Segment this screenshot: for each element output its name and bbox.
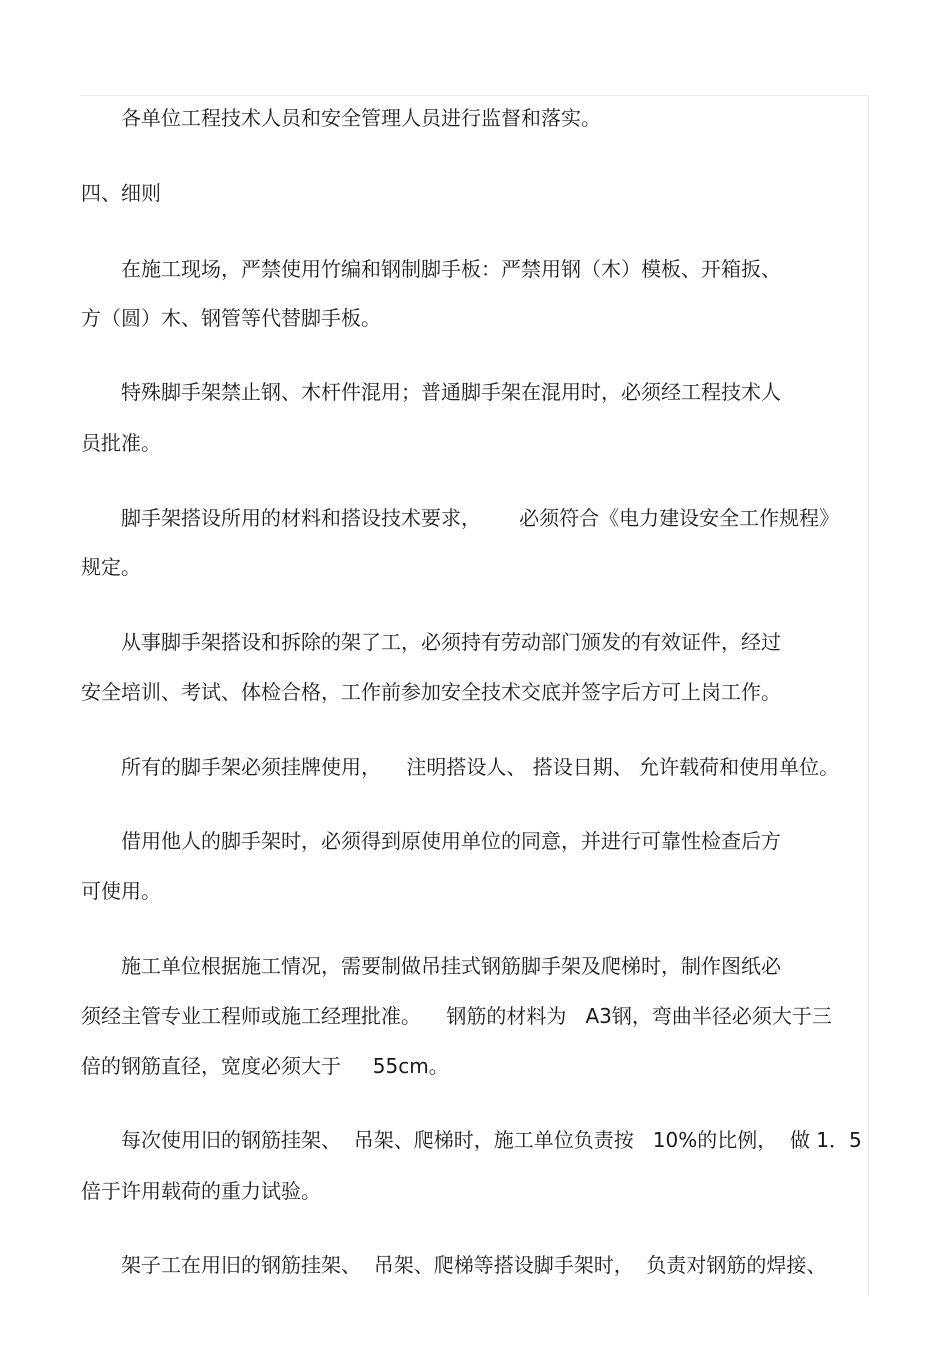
paragraph-line: 每次使用旧的钢筋挂架、 吊架、爬梯时，施工单位负责按 10%的比例， 做 1．5 [121,1128,862,1152]
paragraph-line: 施工单位根据施工情况，需要制做吊挂式钢筋脚手架及爬梯时，制作图纸必 [121,954,781,978]
paragraph-line: 借用他人的脚手架时，必须得到原使用单位的同意，并进行可靠性检查后方 [121,829,781,853]
paragraph-line: 须经主管专业工程师或施工经理批准。 钢筋的材料为 A3钢，弯曲半径必须大于三 [81,1004,832,1028]
paragraph-line: 从事脚手架搭设和拆除的架了工，必须持有劳动部门颁发的有效证件，经过 [121,630,781,654]
paragraph-line: 员批准。 [81,431,161,455]
paragraph-line: 架子工在用旧的钢筋挂架、 吊架、爬梯等搭设脚手架时， 负责对钢筋的焊接、 [121,1253,827,1277]
paragraph-line: 在施工现场，严禁使用竹编和钢制脚手板：严禁用钢（木）模板、开箱扳、 [121,257,781,281]
paragraph-line: 倍于许用载荷的重力试验。 [81,1179,321,1203]
paragraph-line: 方（圆）木、钢管等代替脚手板。 [81,306,381,330]
paragraph-line: 所有的脚手架必须挂牌使用， 注明搭设人、 搭设日期、 允许载荷和使用单位。 [121,755,840,779]
paragraph-line: 倍的钢筋直径，宽度必须大于 55cm。 [81,1054,449,1078]
section-heading: 四、细则 [81,181,161,205]
paragraph-line: 各单位工程技术人员和安全管理人员进行监督和落实。 [121,106,601,130]
paragraph-line: 安全培训、考试、体检合格，工作前参加安全技术交底并签字后方可上岗工作。 [81,680,781,704]
paragraph-line: 可使用。 [81,879,161,903]
paragraph-line: 特殊脚手架禁止钢、木杆件混用；普通脚手架在混用时，必须经工程技术人 [121,380,781,404]
paragraph-line: 规定。 [81,555,141,579]
paragraph-line: 脚手架搭设所用的材料和搭设技术要求， 必须符合《电力建设安全工作规程》 [121,506,840,530]
